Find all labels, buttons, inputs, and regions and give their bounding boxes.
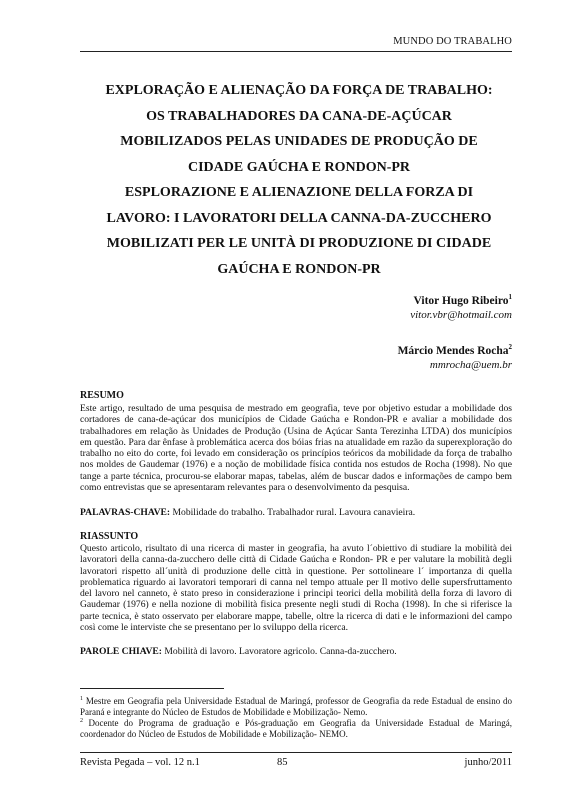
footer-divider	[80, 752, 512, 753]
author-footnote-mark: 1	[508, 293, 512, 301]
keywords-text: Mobilidade do trabalho. Trabalhador rural. Lavoura canavieira.	[172, 507, 416, 518]
keywords-label: PALAVRAS-CHAVE:	[80, 507, 171, 518]
author-footnote-mark: 2	[508, 343, 512, 351]
footnote-divider	[80, 688, 224, 689]
resumo-heading: RESUMO	[80, 390, 124, 401]
author-email: vitor.vbr@hotmail.com	[410, 309, 512, 321]
title-line-it-1: ESPLORAZIONE E ALIENAZIONE DELLA FORZA DI	[124, 185, 474, 200]
footnote-mark: 1	[80, 696, 83, 702]
title-line-pt-3: MOBILIZADOS PELAS UNIDADES DE PRODUÇÃO DE	[120, 134, 478, 149]
author-name	[414, 293, 512, 307]
riassunto-text: Questo articolo, risultato di una ricerca di master in geografia, ha avuto l´obiettivo di studiare la mobilità dei lavoratori della canna-da-zucchero delle città di Cidade Gaúcha e Rondon- PR e per valutare la mobilità degli lavoratori rispetto all´unità di produzione delle città in questione. Per sottolineare l´ importanza di quella problematica riguardo ai lavoratori temporari di canna nel tempo attuale per Il motivo delle supersfruttamento del lavoro nel canneto, è stato preso in considerazione i principi teorici della mobilità della forza di lavoro di Gaudemar (1976) e nella nozione di mobilità fisica presente negli studi di Rocha (1998). In che si riferisce la parte tecnica, è stato osservato per elaborare mappe, tabelle, oltre la ricerca di dati e le informazioni del campo così come le interviste che se presentano per lo sviluppo della ricerca.	[80, 543, 512, 634]
author-name-text: Márcio Mendes Rocha	[397, 344, 509, 357]
footnote-mark: 2	[80, 718, 83, 724]
footnote	[80, 694, 512, 718]
title-line-it-3: MOBILIZATI PER LE UNITÀ DI PRODUZIONE DI CIDADE	[106, 236, 492, 251]
keywords-text: Mobilità di lavoro. Lavoratore agricolo. Canna-da-zucchero.	[164, 646, 397, 657]
header-divider	[80, 51, 512, 52]
author-email: mmrocha@uem.br	[429, 359, 512, 371]
resumo-text: Este artigo, resultado de uma pesquisa de mestrado em geografia, teve por objetivo estudar a mobilidade dos cortadores de cana-de-açúcar dos municípios de Cidade Gaúcha e Rondon-PR e avaliar a mobilidade dos trabalhadores em relação às Unidades de Produção (Usina de Açúcar Santa Terezinha LTDA) dos municípios em questão. Para dar ênfase à problemática acerca dos bóias frias na atualidade em razão da superexploração do trabalho no eito do corte, foi levado em consideração os princípios teóricos da mobilidade da força de trabalho nos moldes de Gaudemar (1976) e a noção de mobilidade física contida nos estudos de Rocha (1998). No que tange a parte técnica, procurou-se elaborar mapas, tabelas, além de buscar dados e informações de campo bem como entrevistas que se apresentaram relevantes para o desenvolvimento da pesquisa.	[80, 403, 512, 494]
title-line-pt-1: EXPLORAÇÃO E ALIENAÇÃO DA FORÇA DE TRABALHO:	[105, 83, 493, 98]
riassunto-heading: RIASSUNTO	[80, 531, 139, 542]
journal-citation: Revista Pegada – vol. 12 n.1	[80, 757, 200, 768]
title-line-pt-2: OS TRABALHADORES DA CANA-DE-AÇÚCAR	[146, 108, 452, 124]
keywords-label: PAROLE CHIAVE:	[80, 646, 162, 657]
title-line-it-2: LAVORO: I LAVORATORI DELLA CANNA-DA-ZUCCHERO	[106, 210, 492, 226]
footnote-text: Mestre em Geografia pela Universidade Estadual de Maringá, professor de Geografia da rede Estadual de ensino do Paraná e integrante do Núcleo de Estudos de Mobilidade e Mobilização- Nemo.	[80, 696, 513, 717]
page-number: 85	[277, 757, 288, 768]
author-name-text: Vitor Hugo Ribeiro	[413, 294, 509, 307]
section-label: MUNDO DO TRABALHO	[393, 36, 512, 47]
riassunto-keywords	[80, 646, 512, 657]
title-line-pt-4: CIDADE GAÚCHA E RONDON-PR	[187, 159, 411, 175]
footnote-text: Docente do Programa de graduação e Pós-graduação em Geografia da Universidade Estadual de Maringá, coordenador do Núcleo de Estudos de Mobilidade e Mobilização- NEMO.	[80, 718, 512, 739]
resumo-keywords	[80, 507, 512, 518]
footnote	[80, 716, 512, 740]
issue-date: junho/2011	[464, 757, 512, 768]
author-name	[398, 343, 512, 357]
article-title	[84, 78, 514, 282]
title-line-it-4: GAÚCHA E RONDON-PR	[217, 261, 381, 277]
